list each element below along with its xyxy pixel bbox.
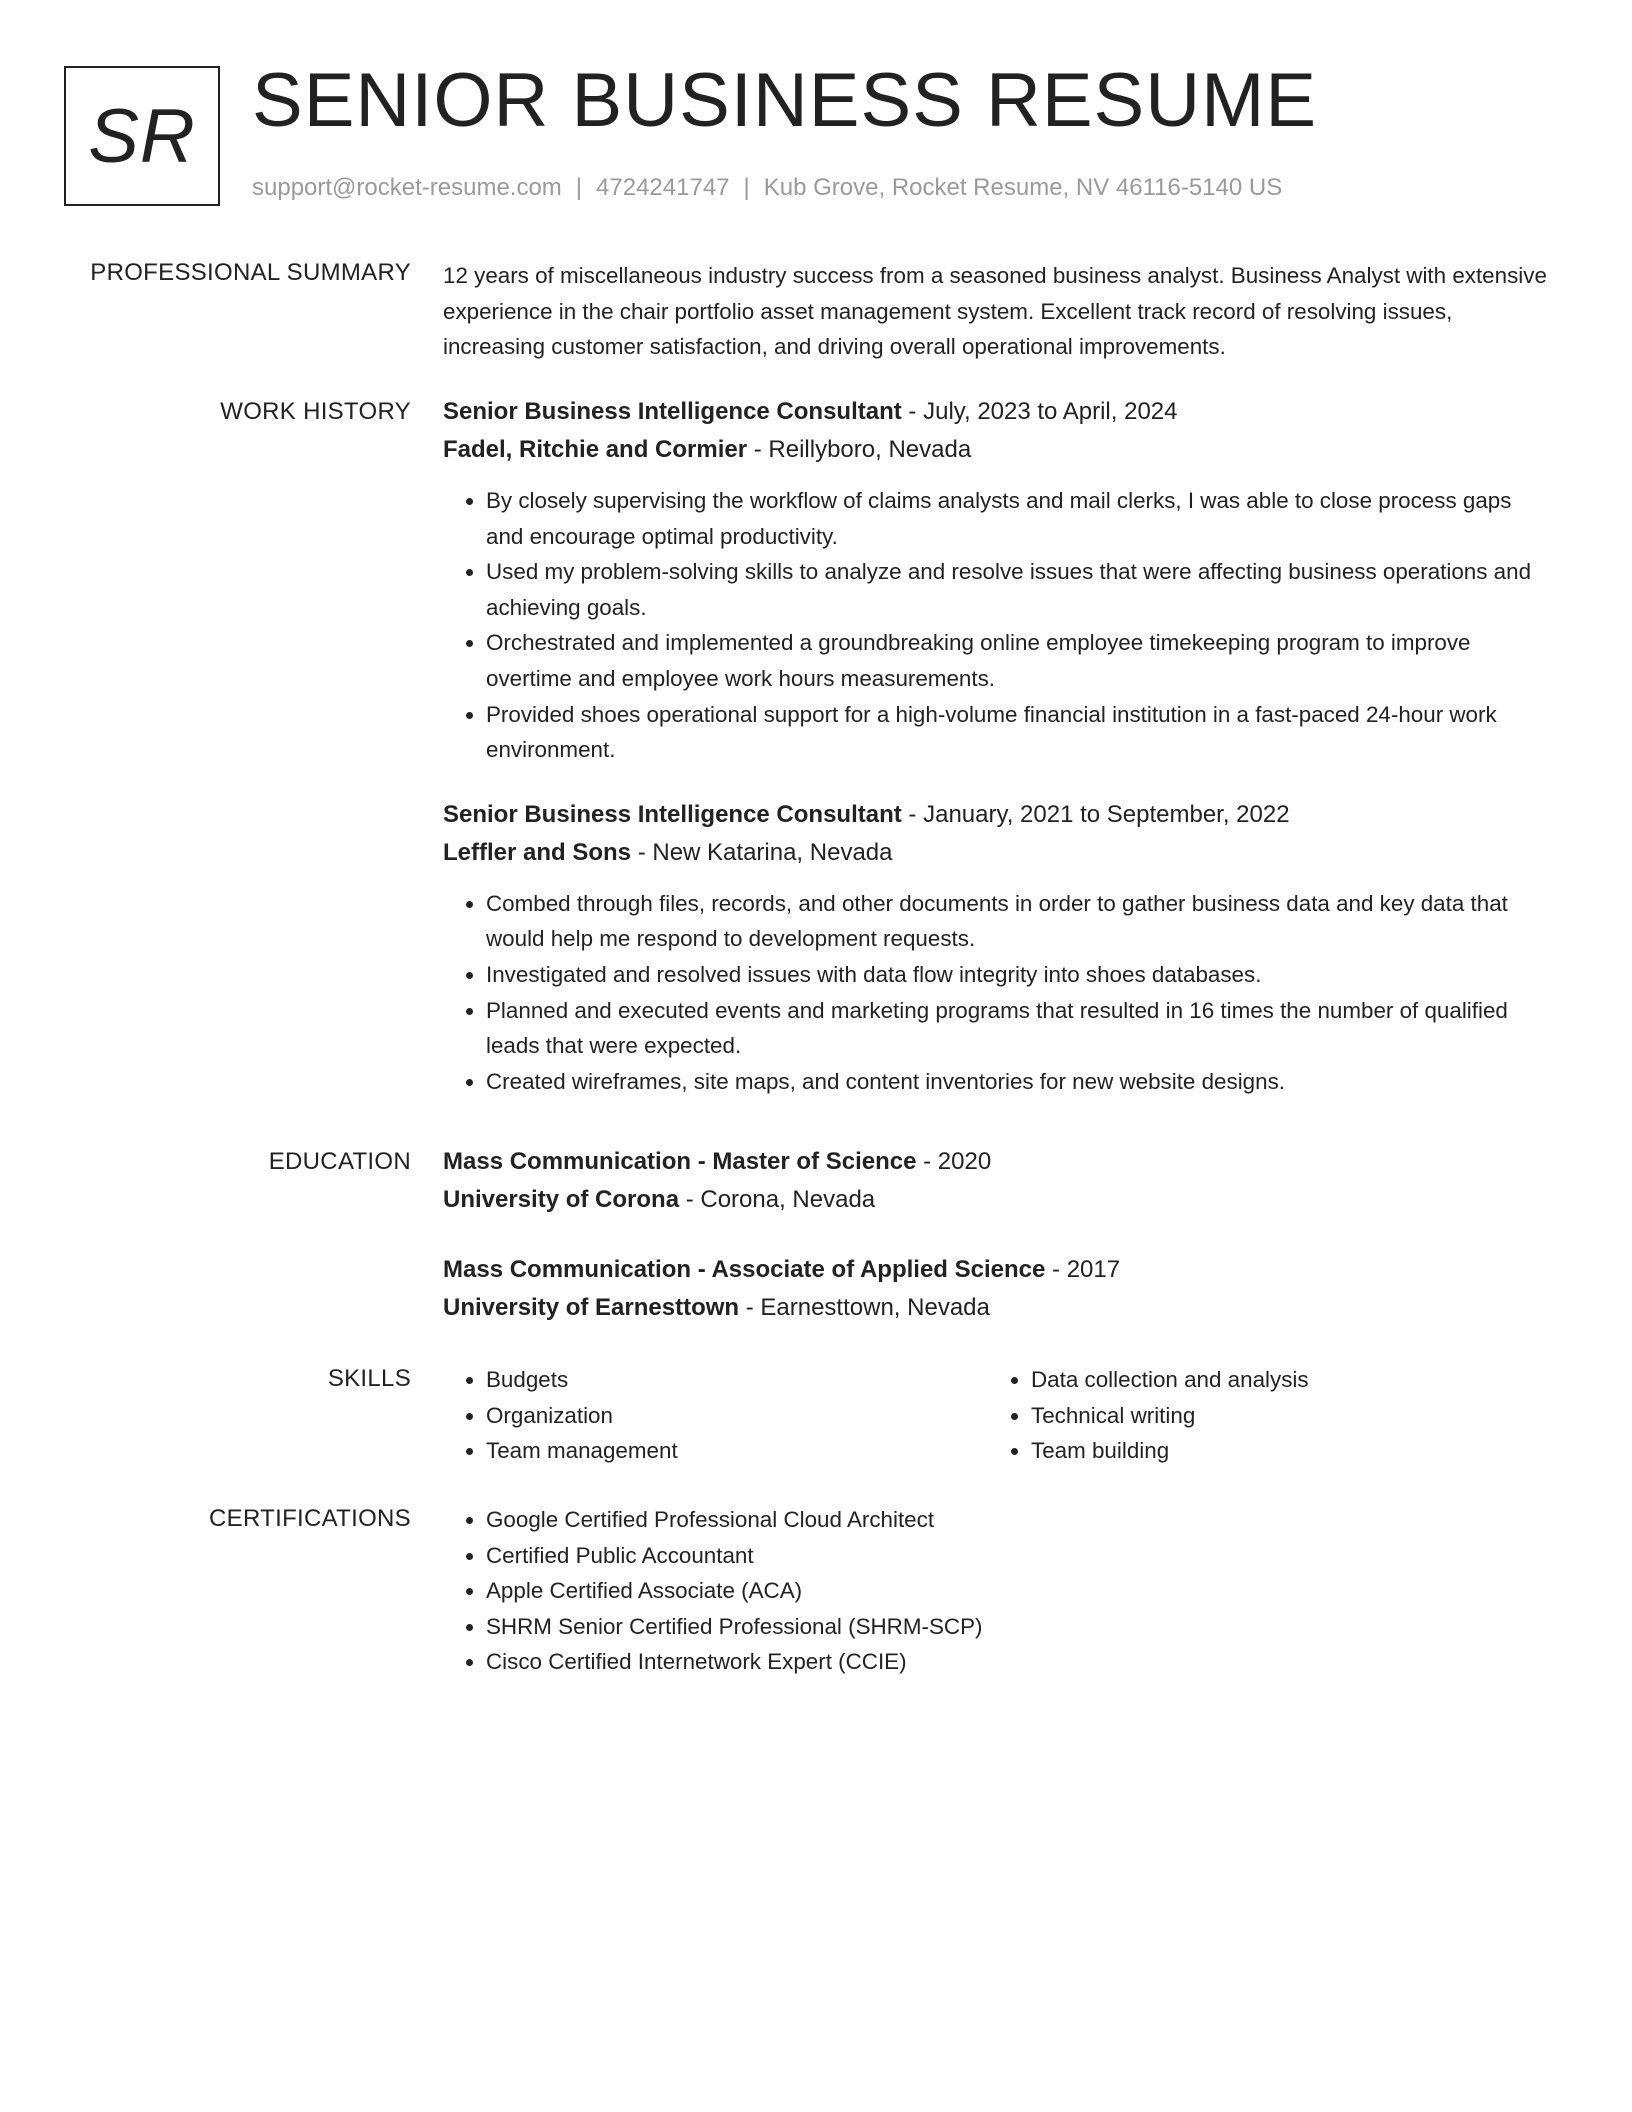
- degree-year: - 2017: [1045, 1256, 1121, 1283]
- contact-separator: |: [743, 174, 750, 201]
- summary-body: [443, 258, 1553, 365]
- list-item: • Cisco Certified Internetwork Expert (CCIE): [486, 1644, 1553, 1680]
- job-company: Leffler and Sons: [443, 838, 632, 866]
- list-item: • Technical writing: [1031, 1398, 1533, 1434]
- contact-phone[interactable]: 4724241747: [596, 174, 730, 201]
- school-location: - Earnesttown, Nevada: [739, 1294, 990, 1321]
- contact-address: Kub Grove, Rocket Resume, NV 46116-5140 US: [763, 174, 1283, 201]
- contact-line: [252, 172, 1282, 204]
- list-item: • By closely supervising the workflow of claims analysts and mail clerks, I was able to close process gaps and encourage optimal productivity.: [486, 483, 1553, 554]
- section-label-skills: SKILLS: [327, 1365, 411, 1392]
- skills-list: [988, 1362, 1533, 1469]
- list-item: • Organization: [486, 1398, 988, 1434]
- job-title-line: [443, 796, 1553, 834]
- job-title-line: [443, 393, 1553, 431]
- education-entry: [443, 1143, 1553, 1219]
- job-company-line: [443, 834, 1553, 872]
- list-item: • Data collection and analysis: [1031, 1362, 1533, 1398]
- job-title: Senior Business Intelligence Consultant: [443, 800, 902, 828]
- list-item: • Team building: [1031, 1433, 1533, 1469]
- job-location: - New Katarina, Nevada: [631, 838, 893, 866]
- education-entry: [443, 1251, 1553, 1327]
- degree-line: [443, 1143, 1553, 1181]
- list-item: • Orchestrated and implemented a groundbreaking online employee timekeeping program to improve overtime and employee work hours measurements.: [486, 625, 1553, 696]
- section-label-certifications: CERTIFICATIONS: [209, 1505, 411, 1532]
- certifications-list: [443, 1502, 1553, 1680]
- section-label-summary: PROFESSIONAL SUMMARY: [90, 259, 411, 286]
- skills-body: [443, 1362, 1553, 1469]
- work-history-body: [443, 393, 1553, 1099]
- school: University of Earnesttown: [443, 1294, 740, 1321]
- degree: Mass Communication - Master of Science: [443, 1148, 917, 1175]
- monogram-initials: SR: [88, 93, 196, 179]
- monogram-logo: [64, 66, 220, 206]
- job-dates: - July, 2023 to April, 2024: [901, 398, 1178, 425]
- job-location: - Reillyboro, Nevada: [747, 436, 972, 463]
- list-item: • Created wireframes, site maps, and content inventories for new website designs.: [486, 1064, 1553, 1100]
- job-company: Fadel, Ritchie and Cormier: [443, 436, 748, 463]
- contact-separator: |: [575, 174, 583, 201]
- list-item: • Combed through files, records, and other documents in order to gather business data and key data that would help me respond to development requests.: [486, 886, 1553, 957]
- list-item: • Planned and executed events and marketing programs that resulted in 16 times the number of qualified leads that were expected.: [486, 993, 1553, 1064]
- education-body: [443, 1143, 1553, 1327]
- summary-text: 12 years of miscellaneous industry success from a seasoned business analyst. Business Analyst with extensive experience in the chair portfolio asset management system. Excellent track record of resolving issues, increasing customer satisfaction, and driving overall operational improvements.: [443, 263, 1547, 359]
- degree-line: [443, 1251, 1553, 1289]
- job-company-line: [443, 431, 1553, 469]
- school-line: [443, 1289, 1553, 1327]
- list-item: • Budgets: [486, 1362, 988, 1398]
- skills-column-right: [988, 1362, 1533, 1469]
- list-item: • Team management: [486, 1433, 988, 1469]
- job-dates: - January, 2021 to September, 2022: [901, 800, 1290, 828]
- job-bullet-list: [443, 483, 1553, 768]
- section-label-education: EDUCATION: [268, 1148, 411, 1175]
- job-entry: [443, 393, 1553, 768]
- skills-list: [443, 1362, 988, 1469]
- degree: Mass Communication - Associate of Applied Science: [443, 1256, 1046, 1283]
- degree-year: - 2020: [916, 1148, 992, 1175]
- school-line: [443, 1181, 1553, 1219]
- list-item: • SHRM Senior Certified Professional (SHRM-SCP): [486, 1609, 1553, 1645]
- list-item: • Certified Public Accountant: [486, 1538, 1553, 1574]
- resume-title: SENIOR BUSINESS RESUME: [252, 58, 1318, 143]
- school: University of Corona: [443, 1186, 680, 1213]
- school-location: - Corona, Nevada: [679, 1186, 876, 1213]
- list-item: • Investigated and resolved issues with data flow integrity into shoes databases.: [486, 957, 1553, 993]
- skills-column-left: [443, 1362, 988, 1469]
- list-item: • Used my problem-solving skills to analyze and resolve issues that were affecting business operations and achieving goals.: [486, 554, 1553, 625]
- job-bullet-list: [443, 886, 1553, 1100]
- contact-email[interactable]: support@rocket-resume.com: [252, 174, 562, 201]
- certifications-body: [443, 1502, 1553, 1680]
- list-item: • Apple Certified Associate (ACA): [486, 1573, 1553, 1609]
- list-item: • Google Certified Professional Cloud Architect: [486, 1502, 1553, 1538]
- section-label-work-history: WORK HISTORY: [220, 398, 411, 425]
- skills-grid: [443, 1362, 1553, 1469]
- list-item: • Provided shoes operational support for a high-volume financial institution in a fast-paced 24-hour work environment.: [486, 697, 1553, 768]
- job-title: Senior Business Intelligence Consultant: [443, 398, 902, 425]
- job-entry: [443, 796, 1553, 1100]
